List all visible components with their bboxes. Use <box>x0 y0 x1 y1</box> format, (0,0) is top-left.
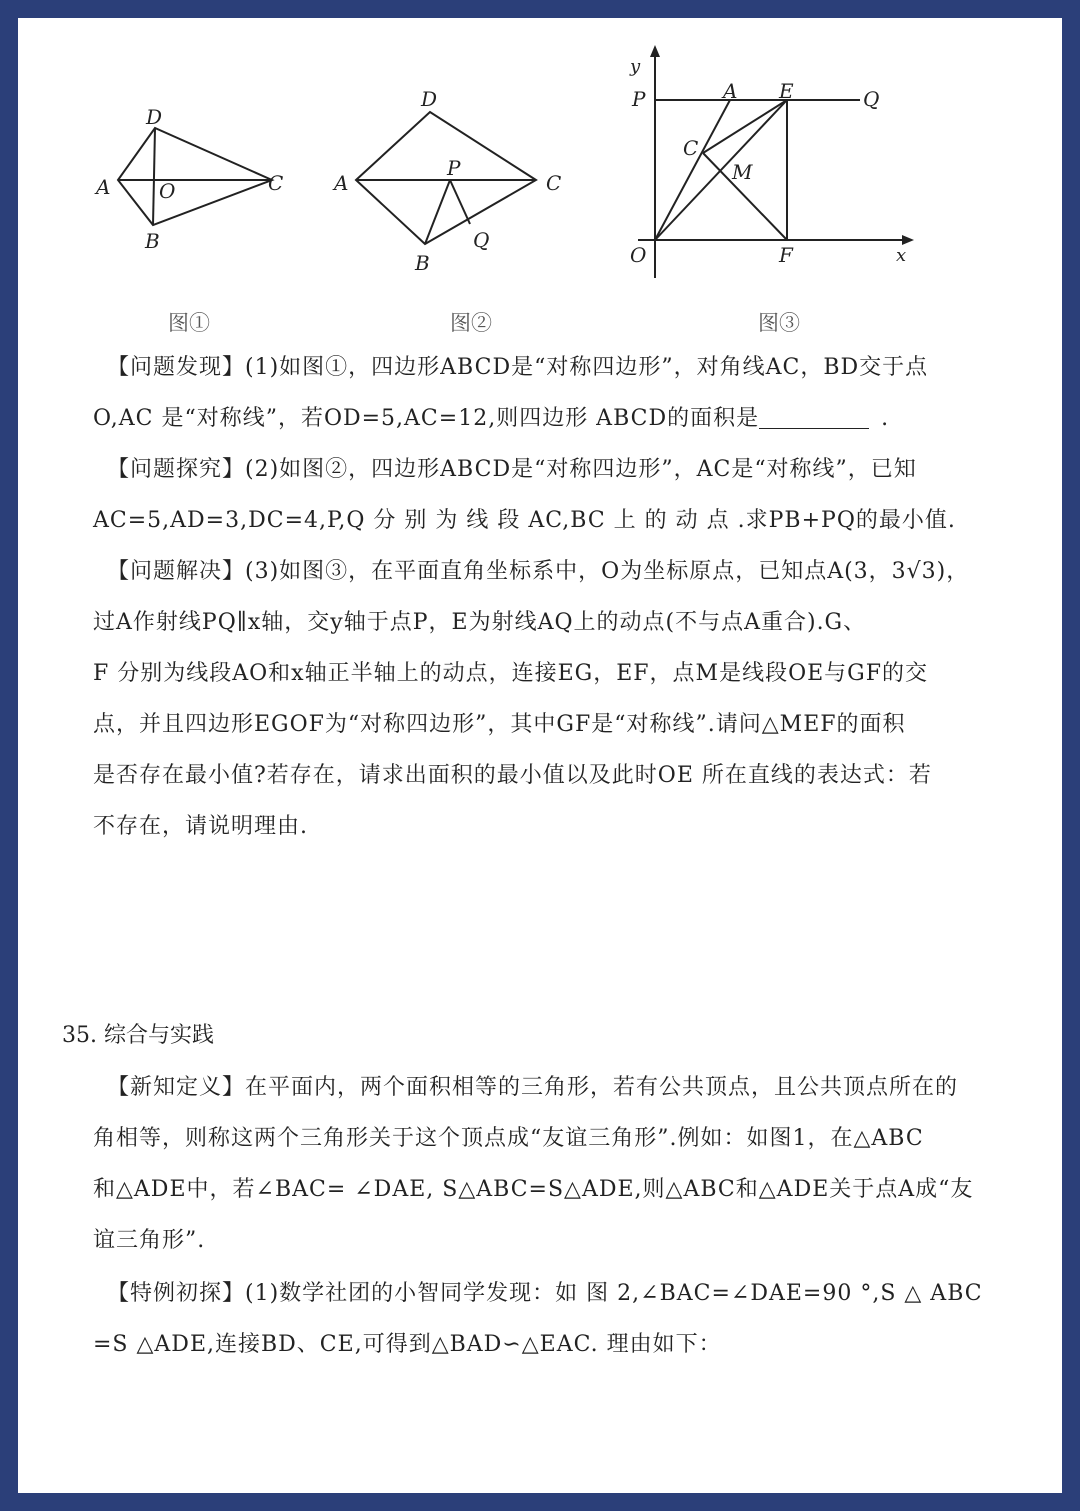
p34-line-6: 过A作射线PQ∥x轴，交y轴于点P，E为射线AQ上的动点(不与点A重合).G、 <box>93 610 867 635</box>
fig3-label-p: P <box>632 87 646 111</box>
fig3-y-arrow <box>650 45 660 57</box>
figure-2 <box>356 112 536 244</box>
fig3-label-q: Q <box>863 87 880 111</box>
fig1-caption: 图① <box>168 311 210 335</box>
fig2-caption: 图② <box>450 311 492 335</box>
fig3-label-x: x <box>896 245 907 266</box>
p35-line-1: 【新知定义】在平面内，两个面积相等的三角形，若有公共顶点，且公共顶点所在的 <box>107 1075 959 1100</box>
p34-line-7: F 分别为线段AO和x轴正半轴上的动点，连接EG，EF，点M是线段OE与GF的交 <box>93 661 929 686</box>
answer-blank[interactable] <box>759 404 869 429</box>
p34-line-1: 【问题发现】(1)如图①，四边形ABCD是“对称四边形”，对角线AC，BD交于点 <box>107 355 929 380</box>
fig3-label-a: A <box>723 79 738 103</box>
problem-35-text <box>93 1062 993 1370</box>
p35-line-2: 角相等，则称这两个三角形关于这个顶点成“友谊三角形”.例如：如图1，在△ABC <box>93 1126 924 1151</box>
p34-line-2-period: . <box>881 406 890 431</box>
fig3-label-f: F <box>779 243 793 267</box>
fig1-label-d: D <box>146 105 163 129</box>
p35-line-5: 【特例初探】(1)数学社团的小智同学发现：如 图 2,∠BAC=∠DAE=90 °,S △ ABC <box>107 1281 983 1306</box>
fig3-label-c: C <box>683 136 699 160</box>
fig1-quadrilateral <box>118 128 272 225</box>
p34-line-4: AC=5,AD=3,DC=4,P,Q 分 别 为 线 段 AC,BC 上 的 动 点 .求PB+PQ的最小值. <box>93 508 956 533</box>
fig3-caption: 图③ <box>758 311 800 335</box>
p34-line-8: 点，并且四边形EGOF为“对称四边形”，其中GF是“对称线”.请问△MEF的面积 <box>93 712 906 737</box>
fig1-label-c: C <box>268 171 284 195</box>
fig3-label-o: O <box>630 243 647 267</box>
p34-line-10: 不存在，请说明理由. <box>93 814 308 839</box>
p35-line-3: 和△ADE中，若∠BAC= ∠DAE, S△ABC=S△ADE,则△ABC和△ADE关于点A成“友 <box>93 1177 974 1202</box>
fig2-label-q: Q <box>473 228 490 252</box>
fig2-label-b: B <box>415 251 430 275</box>
fig2-segment-pq <box>450 180 470 224</box>
figure-3 <box>638 45 914 278</box>
fig2-label-d: D <box>421 87 438 111</box>
fig1-label-a: A <box>96 175 111 199</box>
p34-line-3: 【问题探究】(2)如图②，四边形ABCD是“对称四边形”，AC是“对称线”，已知 <box>107 457 917 482</box>
p34-line-9: 是否存在最小值?若存在，请求出面积的最小值以及此时OE 所在直线的表达式：若 <box>93 763 932 788</box>
p34-line-2-text: O,AC 是“对称线”，若OD=5,AC=12,则四边形 ABCD的面积是 <box>93 406 760 431</box>
fig2-quadrilateral <box>356 112 536 244</box>
geometry-figures <box>18 18 1062 338</box>
fig3-label-e: E <box>779 79 794 103</box>
fig1-diagonal-bd <box>153 128 155 225</box>
p34-line-2 <box>93 393 993 444</box>
fig2-label-a: A <box>334 171 349 195</box>
fig1-label-o: O <box>159 179 176 203</box>
fig2-label-p: P <box>447 156 461 180</box>
fig3-label-m: M <box>732 160 753 184</box>
fig2-label-c: C <box>546 171 562 195</box>
p35-line-4: 谊三角形”. <box>93 1228 206 1253</box>
fig2-segment-pb <box>425 180 450 244</box>
problem-34-text <box>93 342 993 852</box>
fig1-label-b: B <box>145 229 160 253</box>
p34-line-5: 【问题解决】(3)如图③，在平面直角坐标系中，O为坐标原点，已知点A(3，3√3)， <box>107 559 970 584</box>
problem-35-title: 35. 综合与实践 <box>62 1023 214 1048</box>
fig3-x-arrow <box>902 235 914 245</box>
figure-1 <box>118 128 272 225</box>
worksheet-page <box>18 18 1062 1493</box>
fig3-label-y: y <box>630 56 641 77</box>
p35-line-6: =S △ADE,连接BD、CE,可得到△BAD∽△EAC. 理由如下： <box>93 1332 722 1357</box>
